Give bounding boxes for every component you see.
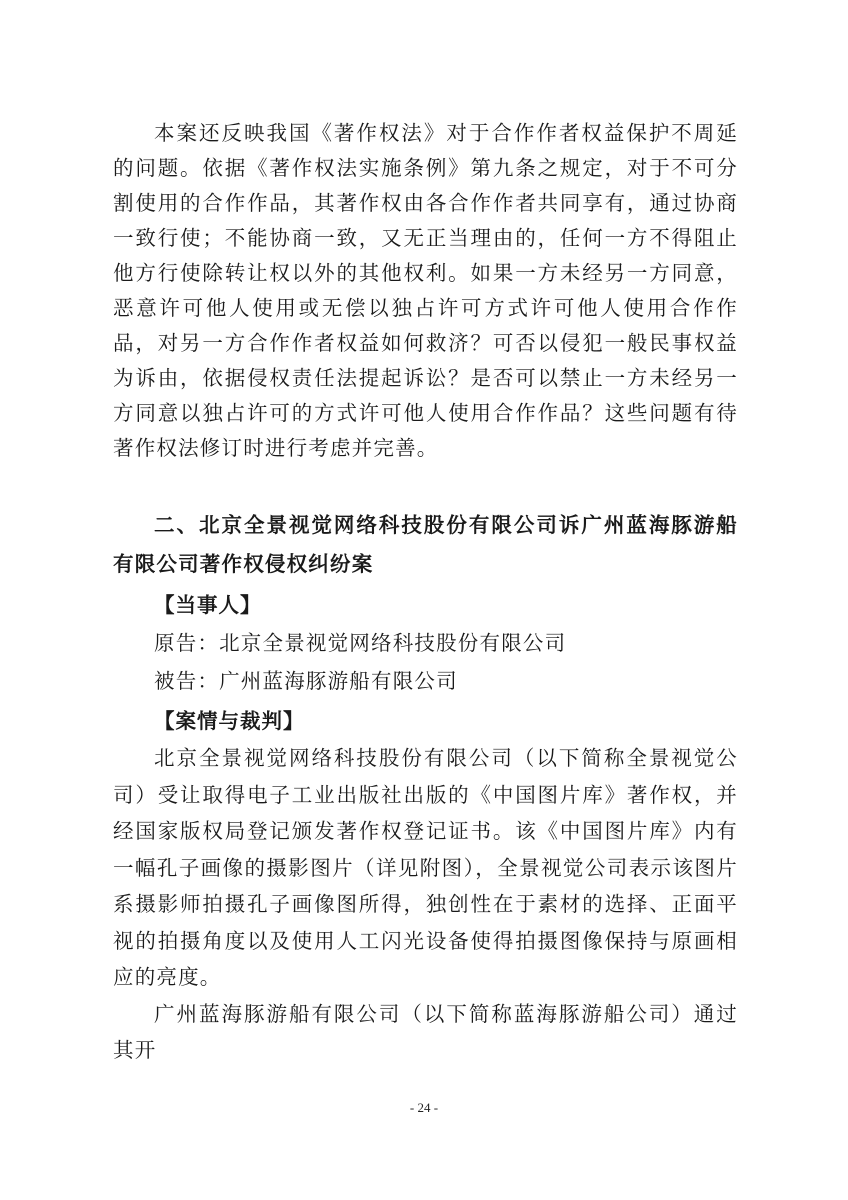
section-heading: 二、北京全景视觉网络科技股份有限公司诉广州蓝海豚游船有限公司著作权侵权纠纷案	[113, 513, 738, 576]
body-paragraph: 北京全景视觉网络科技股份有限公司（以下简称全景视觉公司）受让取得电子工业出版社出版的《中国图片库》著作权，并经国家版权局登记颁发著作权登记证书。该《中国图片库》内有一幅孔子画像的摄影图片（详见附图），全景视觉公司表示该图片系摄影师拍摄孔子画像图所得，独创性在于素材的选择、正面平视的拍摄角度以及使用人工闪光设备使得拍摄图像保持与原画相应的亮度。	[113, 746, 738, 989]
facts-label: 【案情与裁判】	[154, 709, 305, 733]
page-number: - 24 -	[409, 1100, 439, 1115]
body-paragraph: 广州蓝海豚游船有限公司（以下简称蓝海豚游船公司）通过其开	[113, 1001, 738, 1062]
plaintiff-line: 原告：北京全景视觉网络科技股份有限公司	[154, 631, 567, 655]
body-paragraph: 本案还反映我国《著作权法》对于合作作者权益保护不周延的问题。依据《著作权法实施条例》第九条之规定，对于不可分割使用的合作作品，其著作权由各合作作者共同享有，通过协商一致行使；不能协商一致，又无正当理由的，任何一方不得阻止他方行使除转让权以外的其他权利。如果一方未经另一方同意，恶意许可他人使用或无偿以独占许可方式许可他人使用合作作品，对另一方合作作者权益如何救济？可否以侵犯一般民事权益为诉由，依据侵权责任法提起诉讼？是否可以禁止一方未经另一方同意以独占许可的方式许可他人使用合作作品？这些问题有待著作权法修订时进行考虑并完善。	[113, 121, 738, 460]
defendant-line: 被告：广州蓝海豚游船有限公司	[154, 669, 458, 693]
page-body	[113, 116, 738, 1069]
parties-label: 【当事人】	[154, 593, 262, 617]
